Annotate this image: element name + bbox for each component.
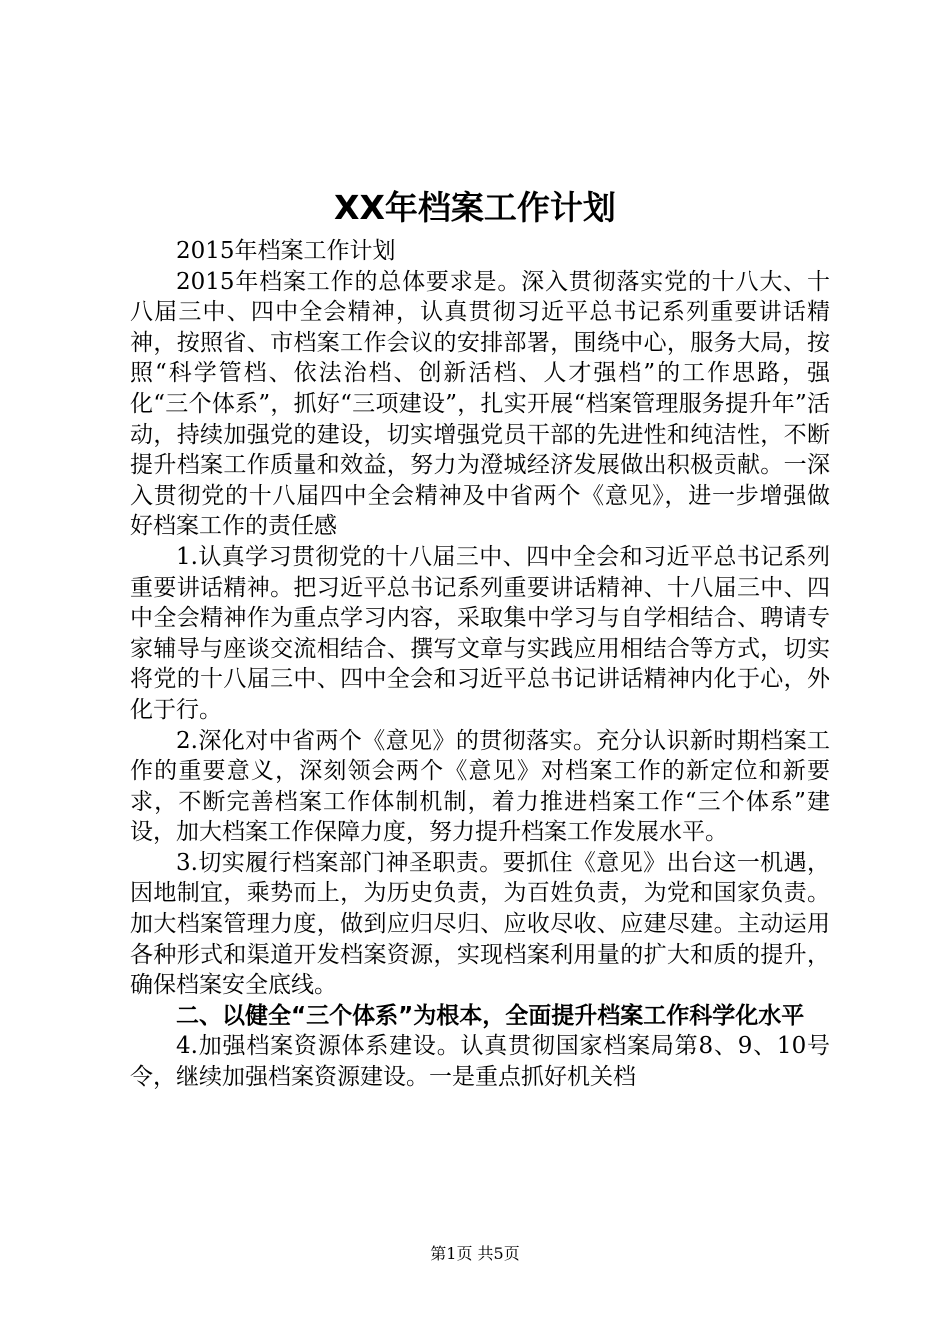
item-3-paragraph: 3.切实履行档案部门神圣职责。要抓住《意见》出台这一机遇，因地制宜，乘势而上，为历史负责，为百姓负责，为党和国家负责。加大档案管理力度，做到应归尽归、应收尽收、应建尽建。主动运用各种形式和渠道开发档案资源，实现档案利用量的扩大和质的提升，确保档案安全底线。 [130,849,830,999]
item-2-paragraph: 2.深化对中省两个《意见》的贯彻落实。充分认识新时期档案工作的重要意义，深刻领会两个《意见》对档案工作的新定位和新要求，不断完善档案工作体制机制，着力推进档案工作“三个体系”建设，加大档案工作保障力度，努力提升档案工作发展水平。 [130,727,830,846]
item-1-paragraph: 1.认真学习贯彻党的十八届三中、四中全会和习近平总书记系列重要讲话精神。把习近平总书记系列重要讲话精神、十八届三中、四中全会精神作为重点学习内容，采取集中学习与自学相结合、聘请专家辅导与座谈交流相结合、撰写文章与实践应用相结合等方式，切实将党的十八届三中、四中全会和习近平总书记讲话精神内化于心，外化于行。 [130,543,830,723]
document-body [130,236,830,1093]
overview-paragraph: 2015年档案工作的总体要求是。深入贯彻落实党的十八大、十八届三中、四中全会精神，认真贯彻习近平总书记系列重要讲话精神，按照省、市档案工作会议的安排部署，围绕中心，服务大局，按照“科学管档、依法治档、创新活档、人才强档”的工作思路，强化“三个体系”，抓好“三项建设”，扎实开展“档案管理服务提升年”活动，持续加强党的建设，切实增强党员干部的先进性和纯洁性，不断提升档案工作质量和效益，努力为澄城经济发展做出积极贡献。一深入贯彻党的十八届四中全会精神及中省两个《意见》，进一步增强做好档案工作的责任感 [130,268,830,540]
subtitle-paragraph: 2015年档案工作计划 [176,238,396,264]
item-4-paragraph: 4.加强档案资源体系建设。认真贯彻国家档案局第8、9、10号令，继续加强档案资源建设。一是重点抓好机关档 [130,1033,830,1091]
document-title: XX年档案工作计划 [334,188,616,227]
section-2-heading: 二、以健全“三个体系”为根本，全面提升档案工作科学化水平 [176,1002,805,1029]
page-footer: 第1页 共5页 [430,1244,520,1263]
